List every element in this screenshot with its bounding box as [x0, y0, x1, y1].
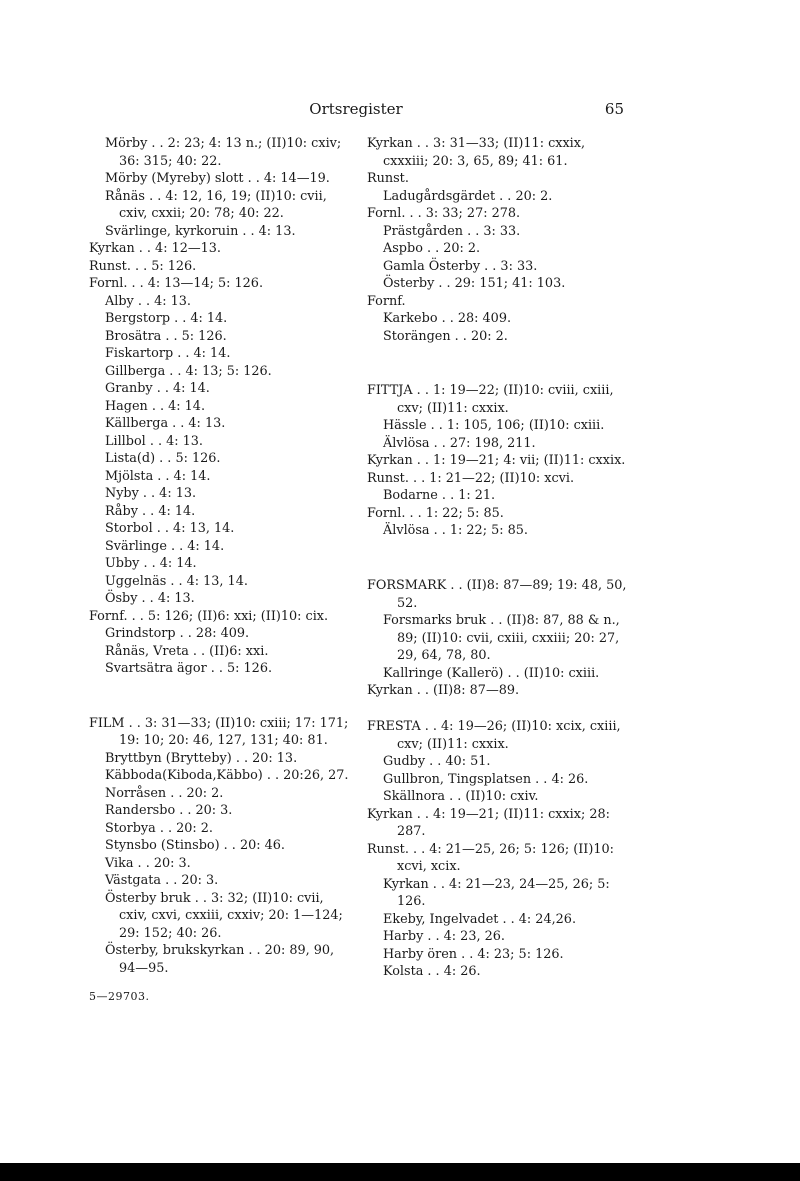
- index-entry-line: Mjölsta . . 4: 14.: [105, 468, 211, 484]
- index-entry-line: 52.: [397, 595, 418, 611]
- index-entry-line: 287.: [397, 824, 426, 840]
- index-entry-line: Ubby . . 4: 14.: [105, 556, 197, 571]
- index-entry-line: Vika . . 20: 3.: [105, 855, 191, 871]
- index-entry-line: Runst. . . 4: 21—25, 26; 5: 126; (II)10:: [367, 841, 614, 857]
- index-entry-line: cxxxiii; 20: 3, 65, 89; 41: 61.: [383, 153, 568, 169]
- index-entry-line: Kyrkan . . 4: 19—21; (II)11: cxxix; 28:: [367, 806, 610, 822]
- index-entry-line: Harby . . 4: 23, 26.: [383, 929, 505, 945]
- index-entry-line: Forsmarks bruk . . (II)8: 87, 88 & n.,: [383, 613, 620, 629]
- index-entry-line: Bergstorp . . 4: 14.: [105, 311, 228, 326]
- index-entry-line: Gullbron, Tingsplatsen . . 4: 26.: [383, 771, 589, 787]
- index-entry-line: Gillberga . . 4: 13; 5: 126.: [105, 363, 272, 379]
- index-entry-line: Norråsen . . 20: 2.: [105, 785, 224, 801]
- index-entry-line: cxiv, cxvi, cxxiii, cxxiv; 20: 1—124;: [119, 908, 343, 924]
- index-entry-line: 89; (II)10: cvii, cxiii, cxxiii; 20: 27,: [397, 630, 620, 646]
- index-entry-line: Älvlösa . . 27: 198, 211.: [383, 435, 536, 451]
- index-entry-line: Hässle . . 1: 105, 106; (II)10: cxiii.: [383, 418, 605, 434]
- index-entry-line: Svärlinge, kyrkoruin . . 4: 13.: [105, 223, 296, 239]
- index-entry-line: Storängen . . 20: 2.: [383, 328, 508, 344]
- index-entry-line: Fornl. . . 3: 33; 27: 278.: [367, 206, 521, 221]
- index-entry-line: Storbol . . 4: 13, 14.: [105, 521, 235, 536]
- index-entry-line: Mörby (Myreby) slott . . 4: 14—19.: [105, 171, 330, 186]
- index-entry-line: FILM . . 3: 31—33; (II)10: cxiii; 17: 171;: [89, 715, 349, 731]
- index-entry-line: Fornf. . . 5: 126; (II)6: xxi; (II)10: cix.: [89, 608, 329, 624]
- index-entry-line: Österby bruk . . 3: 32; (II)10: cvii,: [105, 890, 324, 906]
- index-entry-line: Nyby . . 4: 13.: [105, 486, 197, 501]
- index-entry-line: Rånäs, Vreta . . (II)6: xxi.: [105, 643, 269, 659]
- index-entry-line: Kyrkan . . 1: 19—21; 4: vii; (II)11: cxxix.: [367, 453, 626, 469]
- index-entry-line: cxv; (II)11: cxxix.: [397, 736, 509, 752]
- index-entry-line: Österby . . 29: 151; 41: 103.: [383, 276, 566, 291]
- index-entry-line: Ladugårdsgärdet . . 20: 2.: [383, 188, 553, 204]
- index-entry-line: Bryttbyn (Brytteby) . . 20: 13.: [105, 750, 298, 766]
- index-entry-line: Kyrkan . . (II)8: 87—89.: [367, 683, 520, 699]
- index-entry-line: Kyrkan . . 4: 21—23, 24—25, 26; 5:: [383, 876, 610, 892]
- entry-gap: [89, 696, 347, 715]
- index-entry-line: FRESTA . . 4: 19—26; (II)10: xcix, cxiii,: [367, 719, 621, 735]
- index-entry-line: 126.: [397, 894, 426, 910]
- index-entry-line: 29: 152; 40: 26.: [119, 925, 222, 941]
- index-entry-line: FITTJA . . 1: 19—22; (II)10: cviii, cxiii,: [367, 383, 614, 399]
- index-entry-line: Ösby . . 4: 13.: [105, 591, 195, 606]
- index-entry-line: Svärlinge . . 4: 14.: [105, 538, 225, 554]
- index-entry-line: Bodarne . . 1: 21.: [383, 488, 496, 504]
- index-entry-line: Österby, brukskyrkan . . 20: 89, 90,: [105, 943, 335, 959]
- index-entry-line: Storbya . . 20: 2.: [105, 820, 213, 836]
- index-entry-line: Älvlösa . . 1: 22; 5: 85.: [383, 523, 528, 539]
- index-entry-line: Ekeby, Ingelvadet . . 4: 24,26.: [383, 911, 577, 927]
- scan-border: [0, 1163, 800, 1181]
- index-column-left: [89, 135, 347, 977]
- index-entry-line: Runst. . . 1: 21—22; (II)10: xcvi.: [367, 470, 575, 486]
- index-entry-line: 19: 10; 20: 46, 127, 131; 40: 81.: [119, 733, 328, 749]
- entry-gap: [367, 559, 625, 578]
- index-entry-line: Råby . . 4: 14.: [105, 503, 196, 519]
- index-column-right: [367, 135, 625, 981]
- index-entry-line: Aspbo . . 20: 2.: [383, 241, 481, 256]
- index-entry-line: Prästgården . . 3: 33.: [383, 223, 521, 239]
- index-entry-line: Lista(d) . . 5: 126.: [105, 451, 221, 466]
- index-entry-line: Käbboda(Kiboda,Käbbo) . . 20:26, 27.: [105, 768, 349, 784]
- index-entry-line: Harby ören . . 4: 23; 5: 126.: [383, 946, 564, 962]
- index-entry-line: Gamla Österby . . 3: 33.: [383, 258, 538, 274]
- entry-gap: [367, 540, 625, 559]
- index-entry-line: Rånäs . . 4: 12, 16, 19; (II)10: cvii,: [105, 188, 327, 204]
- index-entry-line: 29, 64, 78, 80.: [397, 648, 491, 664]
- index-entry-line: Fornl. . . 4: 13—14; 5: 126.: [89, 276, 264, 291]
- index-entry-line: Hagen . . 4: 14.: [105, 398, 206, 414]
- index-entry-line: Randersbo . . 20: 3.: [105, 803, 233, 819]
- index-entry-line: 94—95.: [119, 960, 169, 976]
- index-entry-line: Karkebo . . 28: 409.: [383, 311, 512, 326]
- entry-gap: [367, 700, 625, 719]
- running-title: Ortsregister: [309, 100, 403, 118]
- index-entry-line: Lillbol . . 4: 13.: [105, 433, 203, 449]
- index-entry-line: xcvi, xcix.: [397, 859, 461, 875]
- index-entry-line: Alby . . 4: 13.: [105, 293, 191, 309]
- index-entry-line: 36: 315; 40: 22.: [119, 153, 222, 169]
- index-entry-line: Fornf.: [367, 293, 406, 309]
- index-entry-line: Västgata . . 20: 3.: [105, 873, 219, 889]
- index-entry-line: Kyrkan . . 4: 12—13.: [89, 241, 222, 256]
- index-entry-line: Mörby . . 2: 23; 4: 13 n.; (II)10: cxiv;: [105, 136, 342, 151]
- index-entry-line: Skällnora . . (II)10: cxiv.: [383, 789, 539, 805]
- print-signature: 5—29703.: [89, 990, 150, 1003]
- index-entry-line: Runst. . . 5: 126.: [89, 258, 197, 274]
- index-entry-line: Kolsta . . 4: 26.: [383, 964, 481, 980]
- index-entry-line: Kyrkan . . 3: 31—33; (II)11: cxxix,: [367, 136, 586, 151]
- index-entry-line: Kallringe (Kallerö) . . (II)10: cxiii.: [383, 665, 600, 681]
- page-number: 65: [604, 100, 624, 118]
- index-entry-line: Fiskartorp . . 4: 14.: [105, 346, 231, 361]
- index-entry-line: Fornl. . . 1: 22; 5: 85.: [367, 505, 504, 521]
- entry-gap: [89, 678, 347, 697]
- index-entry-line: Grindstorp . . 28: 409.: [105, 626, 250, 641]
- index-entry-line: Stynsbo (Stinsbo) . . 20: 46.: [105, 838, 285, 854]
- index-entry-line: Brosätra . . 5: 126.: [105, 328, 227, 344]
- index-entry-line: FORSMARK . . (II)8: 87—89; 19: 48, 50,: [367, 578, 627, 594]
- entry-gap: [367, 345, 625, 364]
- index-entry-line: Källberga . . 4: 13.: [105, 416, 226, 431]
- index-entry-line: Svartsätra ägor . . 5: 126.: [105, 661, 273, 676]
- index-entry-line: Gudby . . 40: 51.: [383, 754, 491, 770]
- index-entry-line: cxv; (II)11: cxxix.: [397, 400, 509, 416]
- entry-gap: [367, 364, 625, 383]
- index-entry-line: Granby . . 4: 14.: [105, 381, 210, 396]
- index-entry-line: Uggelnäs . . 4: 13, 14.: [105, 573, 248, 589]
- index-entry-line: cxiv, cxxii; 20: 78; 40: 22.: [119, 206, 284, 221]
- index-entry-line: Runst.: [367, 171, 409, 186]
